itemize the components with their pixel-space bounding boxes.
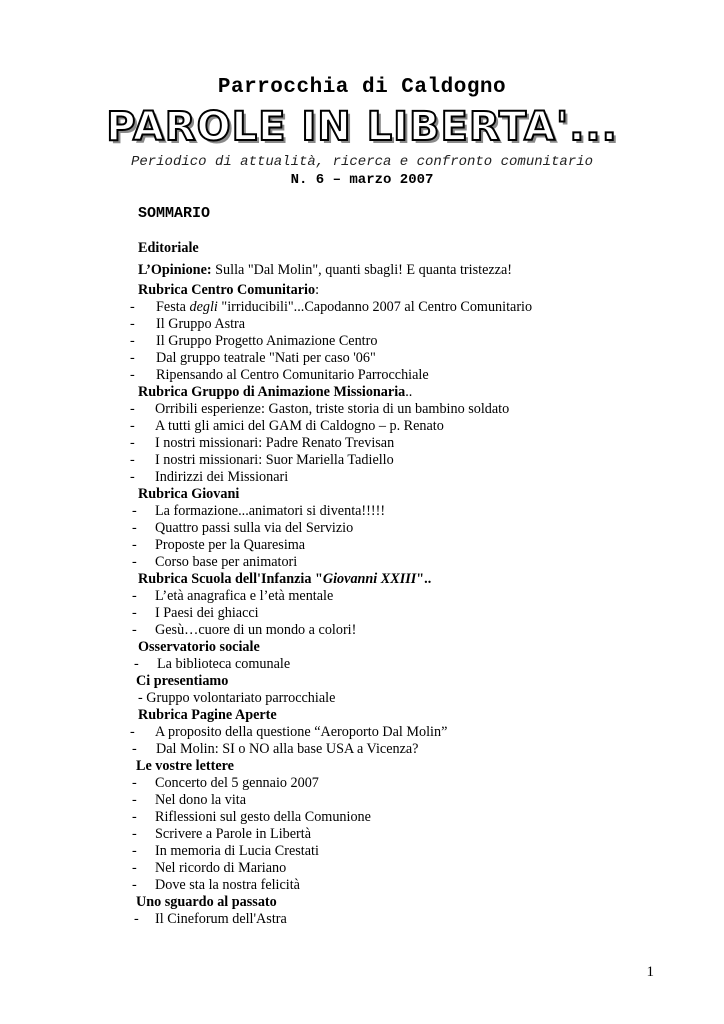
list-item — [134, 656, 291, 673]
list-item — [134, 911, 287, 928]
list-item-text: Il Gruppo Progetto Animazione Centro — [156, 333, 378, 349]
list-item-text: Nel dono la vita — [155, 792, 247, 808]
section-giovani: Rubrica Giovani — [138, 486, 240, 502]
list-dash: - — [132, 554, 137, 570]
list-dash: - — [132, 537, 137, 553]
list-dash: - — [132, 860, 137, 876]
list-item-text: Indirizzi dei Missionari — [155, 469, 289, 485]
sommario-heading: SOMMARIO — [138, 205, 211, 222]
list-item — [130, 316, 246, 333]
list-dash: - — [130, 299, 135, 315]
list-dash: - — [130, 724, 135, 740]
section-osservatorio: Osservatorio sociale — [138, 639, 260, 655]
list-dash: - — [132, 792, 137, 808]
list-dash: - — [132, 741, 137, 757]
list-item — [132, 503, 386, 520]
list-item-text: I nostri missionari: Suor Mariella Tadiello — [155, 452, 394, 468]
list-item — [130, 435, 395, 452]
list-item — [132, 588, 334, 605]
list-item-text: Dove sta la nostra felicità — [155, 877, 300, 893]
list-item-text: Proposte per la Quaresima — [155, 537, 306, 553]
list-dash: - — [130, 401, 135, 417]
list-dash: - — [130, 469, 135, 485]
list-dash: - — [130, 435, 135, 451]
section-presentiamo: Ci presentiamo — [136, 673, 229, 689]
list-item-text: Concerto del 5 gennaio 2007 — [155, 775, 319, 791]
list-dash: - — [132, 877, 137, 893]
issue-number: N. 6 – marzo 2007 — [290, 172, 434, 188]
list-item — [132, 741, 419, 758]
opinione-text: Sulla "Dal Molin", quanti sbagli! E quanta tristezza! — [211, 262, 512, 278]
list-item-text: Dal gruppo teatrale "Nati per caso '06" — [156, 350, 376, 366]
page-number: 1 — [646, 964, 654, 980]
list-dash: - — [132, 503, 137, 519]
list-item — [130, 724, 448, 741]
list-dash: - — [132, 809, 137, 825]
list-item-text: L’età anagrafica e l’età mentale — [155, 588, 334, 604]
list-item-text: La biblioteca comunale — [157, 656, 291, 672]
list-item-text: A tutti gli amici del GAM di Caldogno – p. Renato — [155, 418, 444, 434]
list-dash: - — [132, 826, 137, 842]
list-dash: - — [132, 622, 137, 638]
newsletter-title: PAROLE IN LIBERTA'... — [106, 104, 618, 150]
list-item — [132, 605, 259, 622]
list-item-text: Ripensando al Centro Comunitario Parrocchiale — [156, 367, 429, 383]
centro-heading-suffix: : — [315, 282, 320, 298]
list-item-text: Scrivere a Parole in Libertà — [155, 826, 311, 842]
list-dash: - — [130, 452, 135, 468]
list-item-text: I nostri missionari: Padre Renato Trevisan — [155, 435, 395, 451]
list-item-text: In memoria di Lucia Crestati — [155, 843, 319, 859]
list-dash: - — [130, 316, 135, 332]
list-item — [130, 350, 376, 367]
list-item — [132, 877, 300, 894]
list-item — [132, 537, 306, 554]
list-dash: - — [132, 843, 137, 859]
list-item: - Gruppo volontariato parrocchiale — [138, 690, 336, 706]
section-opinione — [138, 262, 512, 279]
list-item — [130, 452, 394, 469]
list-item-text: Quattro passi sulla via del Servizio — [155, 520, 354, 536]
list-item-text: Gesù…cuore di un mondo a colori! — [155, 622, 357, 638]
list-item-text: Corso base per animatori — [155, 554, 298, 570]
section-infanzia: Rubrica Scuola dell'Infanzia "Giovanni XXIII".. — [138, 571, 432, 587]
list-item — [130, 367, 429, 384]
list-item — [132, 520, 354, 537]
list-item — [132, 622, 357, 639]
list-item-text: Dal Molin: SI o NO alla base USA a Vicenza? — [156, 741, 419, 757]
list-item-text: Festa degli "irriducibili"...Capodanno 2007 al Centro Comunitario — [156, 299, 533, 315]
list-dash: - — [132, 775, 137, 791]
list-item — [132, 554, 298, 571]
list-dash: - — [132, 588, 137, 604]
list-item — [132, 809, 371, 826]
section-centro-comunitario — [138, 282, 319, 299]
missionaria-heading: Rubrica Gruppo di Animazione Missionaria — [138, 384, 406, 400]
list-item-text: Il Gruppo Astra — [156, 316, 246, 332]
list-item-text: Il Cineforum dell'Astra — [155, 911, 287, 927]
parish-name: Parrocchia di Caldogno — [217, 76, 507, 99]
missionaria-heading-suffix: .. — [405, 384, 413, 400]
list-dash: - — [134, 656, 139, 672]
section-lettere: Le vostre lettere — [136, 758, 234, 774]
list-item-text: I Paesi dei ghiacci — [155, 605, 259, 621]
list-item — [132, 843, 319, 860]
list-item — [130, 418, 444, 435]
list-item — [130, 299, 533, 316]
list-dash: - — [132, 605, 137, 621]
list-item-text: Orribili esperienze: Gaston, triste storia di un bambino soldato — [155, 401, 510, 417]
section-passato: Uno sguardo al passato — [136, 894, 277, 910]
opinione-label: L’Opinione: — [138, 262, 212, 278]
centro-heading: Rubrica Centro Comunitario — [138, 282, 316, 298]
section-pagine-aperte: Rubrica Pagine Aperte — [138, 707, 277, 723]
list-item-text: Nel ricordo di Mariano — [155, 860, 287, 876]
section-editoriale: Editoriale — [138, 240, 199, 256]
list-item-text: La formazione...animatori si diventa!!!!! — [155, 503, 386, 519]
list-item — [132, 826, 311, 843]
list-dash: - — [130, 418, 135, 434]
list-item-text: Riflessioni sul gesto della Comunione — [155, 809, 371, 825]
list-item — [130, 333, 378, 350]
list-dash: - — [130, 350, 135, 366]
list-dash: - — [134, 911, 139, 927]
list-item — [130, 469, 289, 486]
list-dash: - — [130, 333, 135, 349]
list-item — [132, 792, 247, 809]
newsletter-subtitle: Periodico di attualità, ricerca e confronto comunitario — [130, 154, 594, 170]
list-dash: - — [132, 520, 137, 536]
list-item — [132, 775, 319, 792]
list-dash: - — [130, 367, 135, 383]
section-missionaria — [138, 384, 412, 401]
list-item — [132, 860, 287, 877]
list-item-text: A proposito della questione “Aeroporto Dal Molin” — [155, 724, 448, 740]
list-item — [130, 401, 510, 418]
